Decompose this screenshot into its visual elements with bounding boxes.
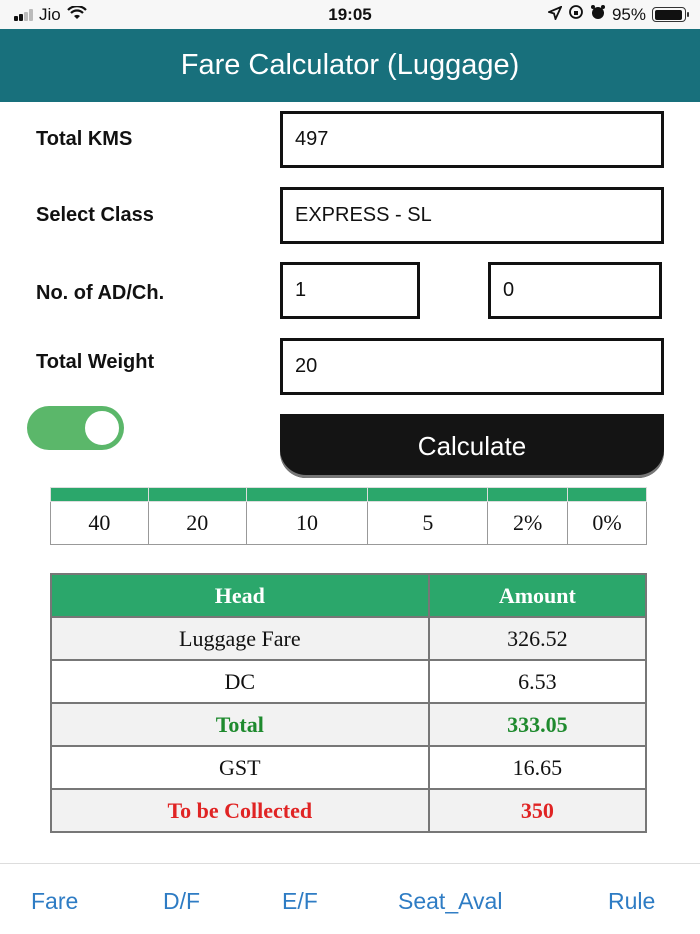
table-row (51, 617, 646, 660)
total-kms-input[interactable]: 497 (280, 111, 664, 168)
row-head: To be Collected (51, 789, 429, 832)
rotation-lock-icon (568, 4, 584, 25)
status-bar (0, 0, 700, 29)
row-amount: 6.53 (429, 660, 646, 703)
row-head: Luggage Fare (51, 617, 429, 660)
denomination-cell: 40 (51, 502, 149, 545)
alarm-icon (590, 4, 606, 25)
wifi-icon (67, 6, 87, 24)
denomination-cell: 5 (368, 502, 488, 545)
total-weight-label: Total Weight (36, 351, 155, 373)
table-row-total (51, 703, 646, 746)
class-select[interactable]: EXPRESS - SL (280, 187, 664, 244)
row-amount: 333.05 (429, 703, 646, 746)
bottom-tab-bar (0, 863, 700, 934)
tab-fare[interactable]: Fare (31, 888, 79, 914)
adult-count-input[interactable]: 1 (280, 262, 420, 319)
select-class-label: Select Class (36, 204, 154, 226)
tab-df[interactable]: D/F (163, 888, 201, 914)
clock: 19:05 (328, 4, 372, 24)
table-row (51, 660, 646, 703)
tab-seat-aval[interactable]: Seat_Aval (398, 888, 503, 914)
option-toggle[interactable] (27, 406, 124, 450)
row-amount: 16.65 (429, 746, 646, 789)
column-header-head: Head (51, 574, 429, 617)
signal-icon (14, 9, 33, 21)
denomination-cell: 0% (568, 502, 647, 545)
row-head: GST (51, 746, 429, 789)
battery-icon (652, 7, 686, 22)
fare-breakdown-table (50, 573, 647, 833)
denomination-table (50, 487, 647, 545)
toggle-knob (83, 409, 121, 447)
total-kms-label: Total KMS (36, 128, 133, 150)
column-header-amount: Amount (429, 574, 646, 617)
row-amount: 326.52 (429, 617, 646, 660)
tab-ef[interactable]: E/F (282, 888, 318, 914)
denomination-cell: 20 (148, 502, 246, 545)
child-count-input[interactable]: 0 (488, 262, 662, 319)
row-head: Total (51, 703, 429, 746)
battery-percent: 95% (611, 4, 646, 24)
total-weight-input[interactable]: 20 (280, 338, 664, 395)
row-head: DC (51, 660, 429, 703)
tab-rule[interactable]: Rule (608, 888, 656, 914)
denomination-cell: 2% (488, 502, 568, 545)
table-row-to-be-collected (51, 789, 646, 832)
row-amount: 350 (429, 789, 646, 832)
table-row (51, 746, 646, 789)
denomination-cell: 10 (246, 502, 368, 545)
ad-ch-label: No. of AD/Ch. (36, 282, 165, 304)
calculate-button[interactable]: Calculate (280, 414, 664, 478)
carrier-name: Jio (39, 4, 61, 24)
page-title: Fare Calculator (Luggage) (0, 29, 700, 102)
location-icon (548, 5, 562, 25)
